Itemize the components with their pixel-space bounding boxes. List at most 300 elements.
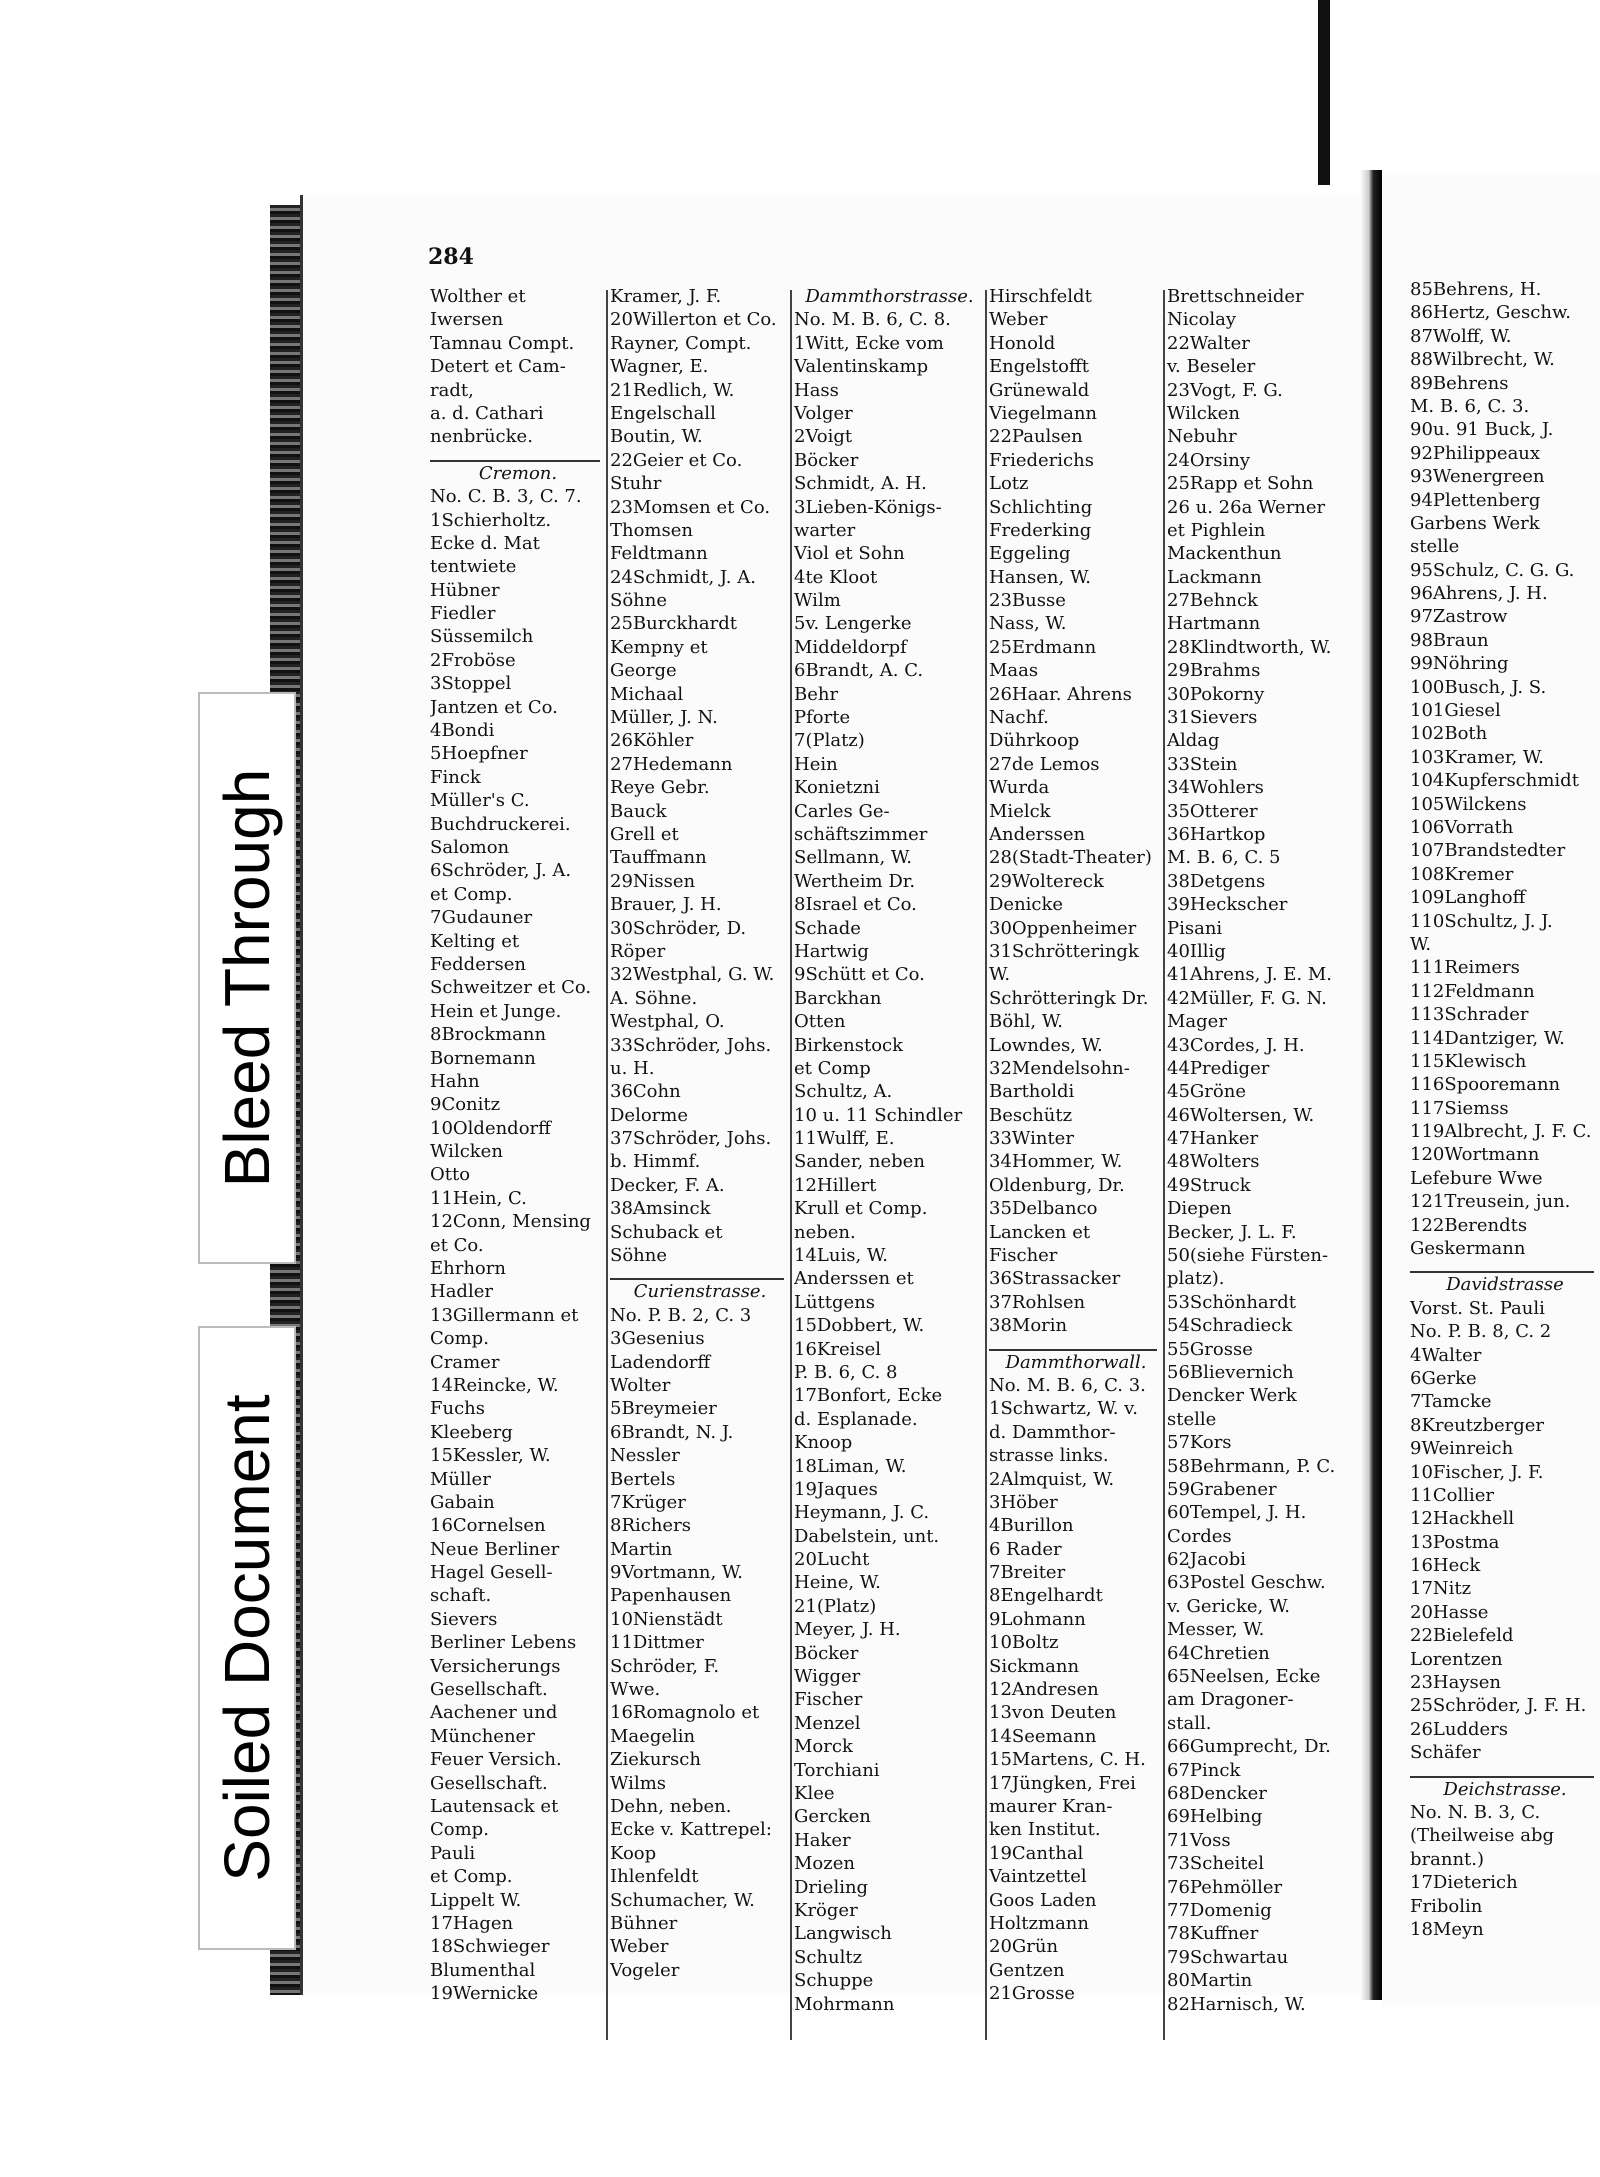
directory-entry: Pforte (794, 707, 851, 729)
directory-entry: 7(Platz) (794, 730, 865, 752)
directory-entry: No. C. B. 3, C. 7. (430, 486, 582, 508)
directory-entry: Tamnau Compt. (430, 332, 575, 354)
directory-entry: 121Treusein, jun. (1410, 1191, 1571, 1213)
directory-entry: 71Voss (1167, 1829, 1231, 1851)
directory-entry: 92Philippeaux (1410, 442, 1541, 464)
directory-entry: Pauli (430, 1842, 476, 1864)
directory-entry: Sievers (430, 1608, 498, 1630)
directory-entry: 23Vogt, F. G. (1167, 379, 1283, 401)
directory-entry: 5Hoepfner (430, 743, 528, 765)
directory-entry: 4Walter (1410, 1344, 1482, 1366)
directory-entry: Engelstofft (989, 356, 1089, 378)
directory-entry: Ehrhorn (430, 1258, 506, 1280)
directory-entry: 102Both (1410, 723, 1488, 745)
directory-entry: 18Meyn (1410, 1918, 1484, 1940)
directory-entry: 101Giesel (1410, 700, 1501, 722)
directory-entry: 23Busse (989, 590, 1066, 612)
directory-entry: 29Nissen (610, 870, 696, 892)
directory-entry: Gentzen (989, 1959, 1065, 1981)
directory-entry: Rayner, Compt. (610, 332, 752, 354)
directory-entry: 9Vortmann, W. (610, 1562, 743, 1584)
directory-entry: 20Grün (989, 1936, 1059, 1958)
directory-entry: Haker (794, 1829, 851, 1851)
directory-entry: 114Dantziger, W. (1410, 1027, 1565, 1049)
directory-entry: 40Illig (1167, 940, 1226, 962)
bleed-through-stamp (198, 692, 296, 1264)
directory-entry: Wwe. (610, 1679, 661, 1701)
directory-entry: Böcker (794, 449, 859, 471)
directory-entry: 20Hasse (1410, 1601, 1489, 1623)
directory-entry: Iwersen (430, 309, 504, 331)
directory-entry: Wurda (989, 777, 1050, 799)
directory-entry: Reye Gebr. (610, 777, 710, 799)
directory-entry: b. Himmf. (610, 1151, 701, 1173)
directory-entry: Behr (794, 683, 839, 705)
directory-entry: 120Wortmann (1410, 1144, 1540, 1166)
directory-entry: 47Hanker (1167, 1128, 1259, 1150)
directory-entry: No. M. B. 6, C. 8. (794, 309, 951, 331)
directory-entry: Kröger (794, 1899, 858, 1921)
directory-entry: 80Martin (1167, 1970, 1253, 1992)
directory-entry: Decker, F. A. (610, 1174, 725, 1196)
directory-entry: 117Siemss (1410, 1097, 1509, 1119)
directory-entry: 12Hackhell (1410, 1508, 1515, 1530)
section-rule (989, 1338, 1157, 1351)
directory-entry: Menzel (794, 1712, 861, 1734)
directory-entry: Hein (794, 753, 838, 775)
directory-entry: Ihlenfeldt (610, 1866, 699, 1888)
directory-entry: 77Domenig (1167, 1899, 1272, 1921)
directory-entry: Pisani (1167, 917, 1223, 939)
directory-entry: 35Delbanco (989, 1198, 1098, 1220)
directory-entry: 53Schönhardt (1167, 1291, 1297, 1313)
directory-entry: 21(Platz) (794, 1595, 877, 1617)
directory-entry: Lotz (989, 473, 1029, 495)
directory-entry: 38Morin (989, 1315, 1068, 1337)
directory-entry: Meyer, J. H. (794, 1619, 901, 1641)
directory-entry: radt, (430, 379, 474, 401)
directory-entry: 12Conn, Mensing (430, 1211, 591, 1233)
directory-entry: Hartmann (1167, 613, 1261, 635)
directory-entry: Klee (794, 1783, 835, 1804)
directory-entry: 8Richers (610, 1515, 691, 1537)
directory-entry: 9Schütt et Co. (794, 964, 925, 986)
directory-entry: Weber (989, 309, 1048, 331)
directory-entry: Maas (989, 660, 1039, 682)
directory-entry: 10Fischer, J. F. (1410, 1461, 1544, 1483)
directory-entry: 22Paulsen (989, 426, 1083, 448)
directory-entry: 25Erdmann (989, 636, 1097, 658)
directory-entry: 6Brandt, A. C. (794, 660, 924, 682)
directory-entry: 39Heckscher (1167, 894, 1288, 916)
street-heading: Davidstrasse (1446, 1274, 1564, 1296)
directory-entry: Honold (989, 332, 1056, 354)
directory-entry: 37Schröder, Johs. (610, 1128, 772, 1150)
directory-entry: 7Gudauner (430, 907, 533, 929)
directory-entry: 78Kuffner (1167, 1923, 1259, 1945)
directory-entry: Lautensack et (430, 1796, 559, 1817)
directory-entry: Sellmann, W. (794, 847, 913, 869)
directory-entry: No. P. B. 8, C. 2 (1410, 1321, 1552, 1343)
directory-entry: 69Helbing (1167, 1806, 1263, 1828)
directory-entry: Denicke (989, 894, 1064, 916)
directory-entry: Michaal (610, 683, 684, 705)
directory-entry: Ecke d. Mat (430, 532, 540, 554)
directory-entry: Gesellschaft. (430, 1772, 548, 1794)
directory-entry: 59Grabener (1167, 1478, 1277, 1500)
directory-entry: Tauffmann (610, 847, 707, 869)
directory-entry: 41Ahrens, J. E. M. (1167, 964, 1333, 986)
directory-entry: Kleeberg (430, 1421, 513, 1443)
directory-entry: Mozen (794, 1853, 855, 1875)
directory-entry: Müller, J. N. (610, 707, 718, 729)
directory-entry: 67Pinck (1167, 1759, 1241, 1781)
directory-entry: Birkenstock (794, 1034, 904, 1056)
directory-entry: Sickmann (989, 1655, 1080, 1677)
directory-entry: Nebuhr (1167, 426, 1237, 448)
directory-entry: 25Schröder, J. F. H. (1410, 1695, 1587, 1717)
directory-entry: Heymann, J. C. (794, 1502, 930, 1524)
directory-column (1167, 285, 1360, 2016)
directory-entry: 8Engelhardt (989, 1585, 1103, 1607)
directory-entry: Langwisch (794, 1923, 892, 1945)
directory-entry: Schade (794, 917, 861, 939)
directory-entry: Ladendorff (610, 1351, 711, 1373)
directory-entry: No. M. B. 6, C. 3. (989, 1374, 1146, 1396)
directory-entry: 24Orsiny (1167, 449, 1251, 471)
directory-entry: 42Müller, F. G. N. (1167, 987, 1327, 1009)
directory-entry: Lippelt W. (430, 1889, 522, 1911)
directory-entry: 11Collier (1410, 1484, 1495, 1506)
directory-entry: 122Berendts (1410, 1214, 1528, 1236)
directory-entry: Berliner Lebens (430, 1632, 577, 1654)
directory-entry: 15Dobbert, W. (794, 1315, 925, 1337)
column-divider (1163, 290, 1165, 2040)
directory-entry: 6Gerke (1410, 1367, 1477, 1389)
directory-entry: Söhne (610, 1245, 668, 1267)
directory-entry: 73Scheitel (1167, 1853, 1264, 1875)
directory-entry: d. Esplanade. (794, 1408, 918, 1430)
directory-entry: Gesellschaft. (430, 1679, 548, 1701)
directory-entry: 17Bonfort, Ecke (794, 1385, 943, 1407)
directory-entry: Kramer, J. F. (610, 286, 722, 307)
directory-entry: 21Redlich, W. (610, 379, 735, 401)
directory-entry: 22Walter (1167, 332, 1250, 354)
column-divider (606, 290, 608, 2040)
directory-entry: 26Haar. Ahrens (989, 683, 1132, 705)
street-heading: Curienstrasse. (633, 1281, 767, 1303)
directory-entry: 9Weinreich (1410, 1438, 1514, 1460)
directory-entry: 96Ahrens, J. H. (1410, 583, 1548, 605)
directory-entry: Viol et Sohn (794, 543, 905, 565)
directory-entry: 19Canthal (989, 1842, 1084, 1864)
directory-entry: Hagel Gesell- (430, 1562, 553, 1584)
directory-entry: 7Krüger (610, 1491, 686, 1513)
directory-entry: Oldenburg, Dr. (989, 1174, 1125, 1196)
directory-entry: Carles Ge- (794, 800, 890, 822)
directory-entry: Eggeling (989, 543, 1071, 565)
directory-entry: am Dragoner- (1167, 1689, 1294, 1711)
directory-entry: Feuer Versich. (430, 1749, 562, 1771)
dark-edge (1318, 0, 1330, 185)
directory-entry: 29Brahms (1167, 660, 1261, 682)
directory-entry: Diepen (1167, 1198, 1232, 1220)
street-heading: Dammthorstrasse. (805, 286, 974, 307)
directory-entry: Mager (1167, 1011, 1227, 1033)
directory-entry: 3Höber (989, 1491, 1058, 1513)
directory-entry: 25Burckhardt (610, 613, 738, 635)
section-rule (1410, 1260, 1594, 1273)
directory-entry: Nessler (610, 1445, 680, 1467)
directory-entry: Schultz, A. (794, 1081, 893, 1103)
directory-entry: 10 u. 11 Schindler (794, 1104, 963, 1126)
directory-entry: Wilms (610, 1772, 667, 1794)
directory-entry: 58Behrmann, P. C. (1167, 1455, 1336, 1477)
directory-entry: Schuback et (610, 1221, 723, 1243)
directory-entry: Thomsen (610, 519, 693, 541)
directory-entry: Garbens Werk (1410, 512, 1540, 534)
directory-entry: Goos Laden (989, 1889, 1097, 1911)
directory-entry: 8Brockmann (430, 1024, 547, 1046)
directory-entry: 9Conitz (430, 1094, 501, 1116)
directory-entry: Wilcken (430, 1141, 503, 1163)
directory-entry: 13von Deuten (989, 1702, 1117, 1724)
directory-entry: Anderssen (989, 823, 1086, 845)
directory-entry: Süssemilch (430, 626, 534, 648)
directory-entry: 56Blievernich (1167, 1361, 1294, 1383)
directory-entry: Böhl, W. (989, 1011, 1063, 1033)
directory-entry: Grünewald (989, 379, 1090, 401)
directory-entry: 17Jüngken, Frei (989, 1772, 1136, 1794)
directory-entry: Fribolin (1410, 1895, 1483, 1917)
directory-entry: 105Wilckens (1410, 793, 1527, 815)
directory-entry: Valentinskamp (794, 356, 929, 378)
directory-column (610, 285, 790, 1982)
directory-entry: Middeldorpf (794, 636, 907, 658)
directory-entry: stall. (1167, 1712, 1212, 1734)
directory-entry: Lorentzen (1410, 1648, 1503, 1670)
directory-entry: 54Schradieck (1167, 1315, 1293, 1337)
directory-entry: 86Hertz, Geschw. (1410, 302, 1571, 324)
directory-entry: 15Martens, C. H. (989, 1749, 1146, 1771)
directory-entry: Feddersen (430, 953, 526, 975)
directory-entry: Otten (794, 1011, 846, 1033)
directory-entry: Hübner (430, 579, 500, 601)
directory-entry: v. Gericke, W. (1167, 1595, 1291, 1617)
directory-entry: Frederking (989, 519, 1092, 541)
directory-entry: u. H. (610, 1057, 655, 1079)
directory-entry: W. (989, 964, 1011, 986)
directory-entry: Dehn, neben. (610, 1796, 732, 1817)
directory-entry: a. d. Cathari (430, 402, 544, 424)
directory-entry: 98Braun (1410, 629, 1489, 651)
directory-entry: 16Cornelsen (430, 1515, 546, 1537)
directory-entry: Comp. (430, 1819, 489, 1841)
soiled-document-stamp (198, 1326, 296, 1950)
directory-entry: 14Seemann (989, 1725, 1097, 1747)
directory-entry: Münchener (430, 1725, 535, 1747)
directory-entry: 85Behrens, H. (1410, 279, 1542, 300)
directory-entry: Cramer (430, 1351, 500, 1373)
directory-entry: 38Detgens (1167, 870, 1266, 892)
directory-entry: Dencker Werk (1167, 1385, 1297, 1407)
directory-entry: 79Schwartau (1167, 1946, 1289, 1968)
directory-entry: Schmidt, A. H. (794, 473, 927, 495)
directory-entry: 33Winter (989, 1128, 1074, 1150)
page-gutter (1360, 170, 1382, 2000)
directory-entry: 2Almquist, W. (989, 1468, 1115, 1490)
directory-entry: Schäfer (1410, 1742, 1481, 1764)
directory-entry: Dabelstein, unt. (794, 1525, 940, 1547)
directory-entry: Nass, W. (989, 613, 1067, 635)
directory-entry: 15Kessler, W. (430, 1445, 551, 1467)
directory-entry: 18Schwieger (430, 1936, 550, 1958)
directory-entry: 113Schrader (1410, 1004, 1529, 1026)
directory-entry: 17Dieterich (1410, 1872, 1518, 1894)
directory-entry: 12Hillert (794, 1174, 877, 1196)
directory-entry: 45Gröne (1167, 1081, 1246, 1103)
bleed-through-label: Bleed Through (211, 768, 283, 1188)
directory-entry: 6Schröder, J. A. (430, 860, 572, 882)
directory-entry: Versicherungs (430, 1655, 561, 1677)
directory-entry: Bertels (610, 1468, 676, 1490)
directory-entry: 12Andresen (989, 1679, 1099, 1701)
directory-entry: Martin (610, 1538, 673, 1560)
directory-entry: Hadler (430, 1281, 493, 1303)
directory-entry: 30Schröder, D. (610, 917, 747, 939)
directory-column (989, 285, 1163, 2006)
directory-entry: Aldag (1167, 730, 1220, 752)
directory-entry: 31Sievers (1167, 707, 1258, 729)
directory-entry: 46Woltersen, W. (1167, 1104, 1315, 1126)
directory-entry: stelle (1410, 536, 1460, 558)
directory-entry: 4Burillon (989, 1515, 1074, 1537)
directory-entry: Gercken (794, 1806, 871, 1828)
directory-entry: 2Voigt (794, 426, 853, 448)
directory-entry: Stuhr (610, 473, 662, 495)
directory-entry: 3Lieben-Königs- (794, 496, 942, 518)
directory-entry: Messer, W. (1167, 1619, 1265, 1641)
directory-entry: 100Busch, J. S. (1410, 676, 1547, 698)
directory-entry: 22Geier et Co. (610, 449, 743, 471)
directory-entry: 87Wolff, W. (1410, 325, 1512, 347)
directory-entry: 11Wulff, E. (794, 1128, 895, 1150)
directory-entry: 33Schröder, Johs. (610, 1034, 772, 1056)
directory-entry: Volger (794, 402, 853, 424)
directory-entry: strasse links. (989, 1445, 1109, 1467)
directory-entry: Finck (430, 766, 481, 788)
directory-entry: Comp. (430, 1328, 489, 1350)
directory-entry: 13Postma (1410, 1531, 1500, 1553)
directory-entry: 10Nienstädt (610, 1608, 723, 1630)
directory-entry: 2Froböse (430, 649, 516, 671)
directory-entry: Wigger (794, 1666, 861, 1688)
directory-entry: et Comp. (430, 883, 513, 905)
directory-entry: warter (794, 519, 856, 541)
directory-entry: Hein et Junge. (430, 1000, 562, 1022)
directory-entry: Delorme (610, 1104, 689, 1126)
directory-entry: 106Vorrath (1410, 816, 1514, 838)
directory-entry: 26 u. 26a Werner (1167, 496, 1326, 518)
directory-entry: et Co. (430, 1234, 484, 1256)
directory-entry: 36Hartkop (1167, 823, 1266, 845)
directory-entry: Kelting et (430, 930, 520, 952)
directory-entry: Detert et Cam- (430, 356, 566, 378)
directory-entry: Hass (794, 379, 839, 401)
directory-entry: ken Institut. (989, 1819, 1101, 1841)
directory-entry: Lowndes, W. (989, 1034, 1103, 1056)
directory-entry: stelle (1167, 1408, 1217, 1430)
directory-entry: Otto (430, 1164, 471, 1186)
directory-entry: 108Kremer (1410, 863, 1514, 885)
directory-entry: 9Lohmann (989, 1608, 1086, 1630)
directory-entry: Grell et (610, 823, 679, 845)
directory-entry: P. B. 6, C. 8 (794, 1361, 898, 1383)
directory-entry: Wolther et (430, 286, 526, 307)
directory-entry: Wilm (794, 590, 841, 612)
directory-entry: Vaintzettel (989, 1866, 1087, 1888)
directory-entry: Holtzmann (989, 1912, 1089, 1934)
directory-entry: Schröder, F. (610, 1655, 720, 1677)
directory-entry: No. P. B. 2, C. 3 (610, 1304, 752, 1326)
directory-entry: 37Rohlsen (989, 1291, 1086, 1313)
directory-entry: 43Cordes, J. H. (1167, 1034, 1305, 1056)
directory-entry: Schuppe (794, 1970, 874, 1992)
directory-entry: M. B. 6, C. 5 (1167, 847, 1281, 869)
directory-entry: 36Strassacker (989, 1268, 1121, 1290)
directory-entry: Maegelin (610, 1725, 696, 1747)
directory-entry: 5Breymeier (610, 1398, 717, 1420)
directory-entry: Cordes (1167, 1525, 1232, 1547)
directory-entry: Salomon (430, 836, 510, 858)
directory-entry: 4Bondi (430, 720, 495, 742)
directory-entry: Viegelmann (989, 402, 1098, 424)
directory-entry: Vogeler (610, 1959, 680, 1981)
section-rule (610, 1267, 784, 1280)
directory-entry: 36Cohn (610, 1081, 681, 1103)
directory-entry: 27Hedemann (610, 753, 733, 775)
directory-entry: 19Wernicke (430, 1983, 539, 2005)
directory-entry: Lancken et (989, 1221, 1091, 1243)
directory-entry: nenbrücke. (430, 426, 533, 448)
directory-entry: 57Kors (1167, 1432, 1232, 1454)
directory-entry: 25Rapp et Sohn (1167, 473, 1314, 495)
directory-entry: 34Wohlers (1167, 777, 1264, 799)
directory-entry: 90u. 91 Buck, J. (1410, 419, 1554, 441)
directory-entry: 6 Rader (989, 1538, 1062, 1560)
directory-entry: Bornemann (430, 1047, 536, 1069)
directory-entry: 29Woltereck (989, 870, 1104, 892)
directory-entry: 11Hein, C. (430, 1187, 527, 1209)
directory-entry: Hansen, W. (989, 566, 1092, 588)
directory-entry: Schweitzer et Co. (430, 977, 592, 999)
directory-entry: schaft. (430, 1585, 492, 1607)
directory-entry: 16Romagnolo et (610, 1702, 760, 1724)
directory-entry: Westphal, O. (610, 1011, 725, 1033)
directory-entry: Hirschfeldt (989, 286, 1092, 307)
directory-entry: 112Feldmann (1410, 980, 1535, 1002)
directory-entry: 8Israel et Co. (794, 894, 917, 916)
directory-entry: Friederichs (989, 449, 1094, 471)
directory-entry: 30Pokorny (1167, 683, 1265, 705)
section-rule (430, 449, 600, 462)
directory-entry: Vorst. St. Pauli (1410, 1297, 1545, 1319)
directory-entry: Brettschneider (1167, 286, 1304, 307)
directory-entry: Bauck (610, 800, 667, 822)
directory-entry: 27de Lemos (989, 753, 1100, 775)
directory-entry: Schultz (794, 1946, 863, 1968)
directory-entry: (Theilweise abg (1410, 1825, 1554, 1847)
